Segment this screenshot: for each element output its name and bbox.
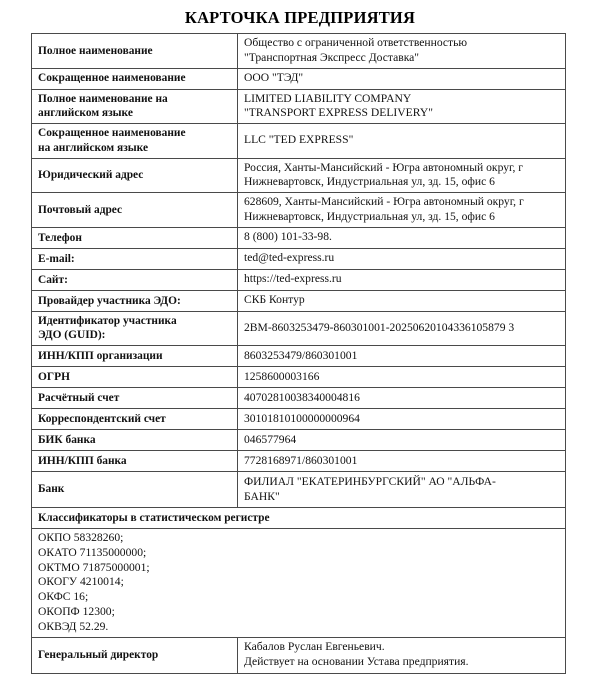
label-line: Сокращенное наименование [38, 127, 186, 140]
table-row [32, 290, 566, 311]
label-line: Генеральный директор [38, 649, 159, 661]
label-line: Сайт: [38, 273, 68, 286]
classifier-item: ОКАТО 71135000000; [38, 545, 147, 559]
value-line: ООО "ТЭД" [244, 71, 304, 85]
row-label-inn-kpp-bank [32, 451, 238, 472]
value-line: ted@ted-express.ru [244, 251, 335, 265]
table-row [32, 367, 566, 388]
classifier-item: ОКОГУ 4210014; [38, 575, 124, 589]
row-value-inn-kpp-org [238, 346, 566, 367]
value-line: 628609, Ханты-Мансийский - Югра автономный округ, г [244, 195, 524, 209]
table-row-section-header [32, 508, 566, 529]
row-value-inn-kpp-bank [238, 451, 566, 472]
label-line: Расчётный счет [38, 391, 120, 404]
value-line: Общество с ограниченной ответственностью [244, 36, 468, 49]
label-line: Полное наименование на [38, 92, 168, 105]
label-line: английском языке [38, 107, 133, 120]
row-value-edo-guid [238, 311, 566, 345]
label-line: Юридический адрес [38, 169, 144, 182]
value-line: 1258600003166 [244, 369, 320, 383]
row-label-correspondent-account [32, 409, 238, 430]
table-row [32, 89, 566, 124]
row-value-general-director [238, 637, 566, 673]
value-line: 7728168971/860301001 [244, 453, 358, 467]
value-line: https://ted-express.ru [244, 272, 342, 286]
value-line: LLC "TED EXPRESS" [244, 133, 354, 147]
row-value-correspondent-account [238, 409, 566, 430]
label-line: Полное наименование [38, 44, 153, 57]
row-label-website [32, 269, 238, 290]
row-value-postal-address [238, 193, 566, 228]
table-row [32, 124, 566, 158]
classifiers-section-header: Классификаторы в статистическом регистре [32, 508, 566, 529]
label-line: E-mail: [38, 252, 75, 265]
row-label-bik [32, 430, 238, 451]
label-line: Почтовый адрес [38, 203, 123, 216]
row-label-settlement-account [32, 388, 238, 409]
row-label-edo-guid [32, 311, 238, 345]
label-line: Корреспондентский счет [38, 412, 166, 425]
company-card-body [32, 34, 566, 674]
label-line: на английском языке [38, 141, 148, 154]
row-label-postal-address [32, 193, 238, 228]
row-label-general-director [32, 637, 238, 673]
row-value-bik [238, 430, 566, 451]
classifier-item: ОКОПФ 12300; [38, 605, 115, 619]
label-line: Сокращенное наименование [38, 72, 186, 85]
table-row [32, 637, 566, 673]
row-value-website [238, 269, 566, 290]
classifier-item: ОКПО 58328260; [38, 531, 124, 544]
table-row [32, 227, 566, 248]
table-row [32, 158, 566, 193]
row-label-bank [32, 472, 238, 508]
value-line: 30101810100000000964 [244, 411, 360, 425]
label-line: Провайдер участника ЭДО: [38, 294, 181, 307]
label-line: Телефон [38, 231, 82, 244]
value-line: 8603253479/860301001 [244, 348, 358, 362]
classifier-item: ОКФС 16; [38, 590, 89, 604]
table-row [32, 68, 566, 89]
label-line: Банк [38, 483, 65, 496]
page-title: КАРТОЧКА ПРЕДПРИЯТИЯ [184, 8, 416, 27]
label-line: Идентификатор участника [38, 314, 177, 327]
row-value-bank [238, 472, 566, 508]
label-line: ИНН/КПП организации [38, 349, 163, 362]
row-value-settlement-account [238, 388, 566, 409]
row-label-short-name [32, 68, 238, 89]
value-line: БАНК" [244, 489, 280, 503]
row-label-legal-address [32, 158, 238, 193]
table-row [32, 269, 566, 290]
value-line: Нижневартовск, Индустриальная ул, зд. 15, офис 6 [244, 175, 495, 189]
table-row [32, 409, 566, 430]
label-line: ИНН/КПП банка [38, 454, 127, 467]
label-line: ОГРН [38, 370, 70, 383]
company-card-table [31, 33, 566, 674]
value-line: 2BM-8603253479-860301001-20250620104336105879 3 [244, 320, 515, 334]
row-label-phone [32, 227, 238, 248]
row-value-short-name [238, 68, 566, 89]
row-value-edo-provider [238, 290, 566, 311]
table-row [32, 248, 566, 269]
value-line: 40702810038340004816 [244, 390, 360, 404]
value-line: "TRANSPORT EXPRESS DELIVERY" [244, 106, 433, 120]
table-row [32, 451, 566, 472]
row-label-edo-provider [32, 290, 238, 311]
value-line: LIMITED LIABILITY COMPANY [244, 91, 412, 105]
label-line: БИК банка [38, 433, 96, 446]
value-line: 8 (800) 101-33-98. [244, 230, 332, 244]
row-label-short-name-en [32, 124, 238, 158]
value-line: ФИЛИАЛ "ЕКАТЕРИНБУРГСКИЙ" АО "АЛЬФА- [244, 474, 496, 488]
classifier-item: ОКТМО 71875000001; [38, 560, 150, 574]
value-line: СКБ Контур [244, 293, 305, 307]
row-value-email [238, 248, 566, 269]
row-label-full-name [32, 34, 238, 69]
value-line: "Транспортная Экспресс Доставка" [244, 50, 420, 64]
classifier-item: ОКВЭД 52.29. [38, 619, 109, 633]
table-row [32, 388, 566, 409]
table-row [32, 34, 566, 69]
table-row [32, 311, 566, 345]
table-row-classifiers [32, 529, 566, 638]
row-value-full-name [238, 34, 566, 69]
row-value-phone [238, 227, 566, 248]
row-label-email [32, 248, 238, 269]
table-row [32, 346, 566, 367]
table-row [32, 472, 566, 508]
row-value-legal-address [238, 158, 566, 193]
row-value-short-name-en [238, 124, 566, 158]
value-line: Россия, Ханты-Мансийский - Югра автономный округ, г [244, 160, 524, 174]
row-value-full-name-en [238, 89, 566, 124]
value-line: Кабалов Руслан Евгеньевич. [244, 640, 385, 654]
row-label-full-name-en [32, 89, 238, 124]
label-line: ЭДО (GUID): [38, 329, 106, 342]
classifiers-list [32, 529, 566, 638]
value-line: Нижневартовск, Индустриальная ул, зд. 15, офис 6 [244, 209, 495, 223]
value-line: 046577964 [244, 432, 297, 446]
row-label-inn-kpp-org [32, 346, 238, 367]
table-row [32, 193, 566, 228]
table-row [32, 430, 566, 451]
value-line: Действует на основании Устава предприятия. [244, 655, 469, 669]
row-value-ogrn [238, 367, 566, 388]
row-label-ogrn [32, 367, 238, 388]
